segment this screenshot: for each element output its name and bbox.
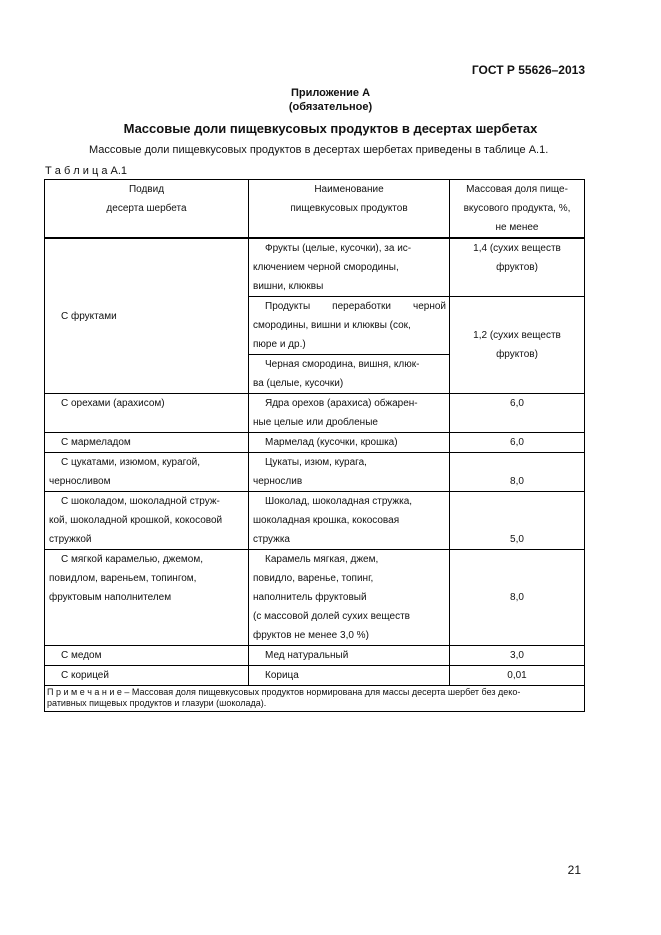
product-cell — [249, 646, 450, 666]
subtype-line: фруктовым наполнителем — [49, 592, 172, 603]
page-number: 21 — [567, 863, 581, 877]
table-row — [45, 394, 585, 433]
table-row — [45, 492, 585, 550]
subtype-line: черносливом — [49, 476, 111, 487]
table-row — [45, 433, 585, 453]
subtype-line: кой, шоколадной крошкой, кокосовой — [49, 515, 223, 526]
header-mass-line: не менее — [495, 222, 539, 233]
annex-title-block — [0, 86, 661, 114]
subtype-line: С цукатами, изюмом, курагой, — [61, 457, 200, 468]
header-subtype — [45, 180, 249, 239]
product-cell — [249, 550, 450, 646]
value-cell: 0,01 — [450, 666, 585, 686]
product-line: фруктов не менее 3,0 %) — [253, 630, 369, 641]
product-line: ные целые или дробленые — [253, 417, 378, 428]
header-mass-line: вкусового продукта, %, — [463, 203, 571, 214]
product-line: Ядра орехов (арахиса) обжарен- — [265, 398, 418, 409]
value-line: 1,4 (сухих веществ — [473, 243, 561, 254]
product-cell — [249, 453, 450, 492]
subtype-text: С мармеладом — [61, 437, 131, 448]
table-label: Т а б л и ц а А.1 — [45, 165, 128, 177]
subtype-cell — [45, 550, 249, 646]
intro-paragraph: Массовые доли пищевкусовых продуктов в десертах шербетах приведены в таблице А.1. — [89, 144, 549, 156]
product-text: Мед натуральный — [265, 650, 349, 661]
value-line: фруктов) — [496, 262, 538, 273]
product-line: (с массовой долей сухих веществ — [253, 611, 410, 622]
table-row — [45, 646, 585, 666]
table-header-row — [45, 180, 585, 239]
product-line: повидло, варенье, топинг, — [253, 573, 374, 584]
header-mass-line: Массовая доля пище- — [466, 184, 568, 195]
product-line: ключением черной смородины, — [253, 262, 399, 273]
table-row — [45, 453, 585, 492]
product-text: Мармелад (кусочки, крошка) — [265, 437, 398, 448]
value-cell: 6,0 — [450, 433, 585, 453]
product-cell — [249, 394, 450, 433]
product-line: шоколадная крошка, кокосовая — [253, 515, 400, 526]
product-line: стружка — [253, 534, 290, 545]
value-cell: 8,0 — [450, 550, 585, 646]
header-product-line: Наименование — [314, 184, 384, 195]
subtype-cell — [45, 394, 249, 433]
value-cell: 5,0 — [450, 492, 585, 550]
value-cell — [450, 238, 585, 297]
value-line: 1,2 (сухих веществ — [473, 330, 561, 341]
subtype-text: С орехами (арахисом) — [61, 398, 165, 409]
annex-heading: Массовые доли пищевкусовых продуктов в десертах шербетах — [123, 121, 538, 136]
subtype-cell — [45, 433, 249, 453]
note-line: ративных пищевых продуктов и глазури (шоколада). — [47, 698, 267, 708]
product-line: Продукты переработки черной — [265, 301, 446, 312]
product-line: ва (целые, кусочки) — [253, 378, 344, 389]
annex-status: (обязательное) — [288, 101, 373, 113]
value-cell: 3,0 — [450, 646, 585, 666]
product-line: вишни, клюквы — [253, 281, 324, 292]
product-line: Черная смородина, вишня, клюк- — [265, 359, 420, 370]
header-product — [249, 180, 450, 239]
product-cell — [249, 433, 450, 453]
table-row — [45, 238, 585, 297]
subtype-line: С шоколадом, шоколадной струж- — [61, 496, 220, 507]
value-line: фруктов) — [496, 349, 538, 360]
product-cell — [249, 238, 450, 297]
product-line: Фрукты (целые, кусочки), за ис- — [265, 243, 412, 254]
table-note — [45, 686, 585, 712]
product-cell — [249, 297, 450, 355]
header-subtype-line: Подвид — [128, 184, 165, 195]
standard-number: ГОСТ Р 55626–2013 — [471, 63, 585, 77]
mass-fraction-table — [44, 179, 585, 712]
subtype-line: стружкой — [49, 534, 92, 545]
product-line: Карамель мягкая, джем, — [265, 554, 379, 565]
note-line: П р и м е ч а н и е – Массовая доля пищевкусовых продуктов нормирована для массы десерта шербет без деко- — [47, 687, 521, 697]
table-row — [45, 666, 585, 686]
header-subtype-line: десерта шербета — [106, 203, 187, 214]
product-line: наполнитель фруктовый — [253, 592, 367, 603]
subtype-text: С корицей — [61, 670, 109, 681]
subtype-cell — [45, 492, 249, 550]
product-text: Корица — [265, 670, 299, 681]
subtype-cell — [45, 238, 249, 394]
annex-title: Приложение А — [290, 87, 371, 99]
product-line: чернослив — [253, 476, 303, 487]
subtype-text: С фруктами — [61, 310, 117, 322]
product-line: Цукаты, изюм, курага, — [265, 457, 367, 468]
product-line: Шоколад, шоколадная стружка, — [265, 496, 413, 507]
subtype-cell — [45, 666, 249, 686]
table-row — [45, 550, 585, 646]
value-cell: 6,0 — [450, 394, 585, 433]
product-line: смородины, вишни и клюквы (сок, — [253, 320, 411, 331]
header-mass-fraction — [450, 180, 585, 239]
product-cell — [249, 355, 450, 394]
subtype-line: повидлом, вареньем, топингом, — [49, 573, 197, 584]
product-cell — [249, 492, 450, 550]
subtype-cell — [45, 453, 249, 492]
value-cell: 8,0 — [450, 453, 585, 492]
subtype-text: С медом — [61, 650, 102, 661]
product-line: пюре и др.) — [253, 339, 306, 350]
table-note-row — [45, 686, 585, 712]
product-cell — [249, 666, 450, 686]
value-cell — [450, 297, 585, 394]
subtype-line: С мягкой карамелью, джемом, — [61, 554, 204, 565]
subtype-cell — [45, 646, 249, 666]
header-product-line: пищевкусовых продуктов — [290, 203, 408, 214]
